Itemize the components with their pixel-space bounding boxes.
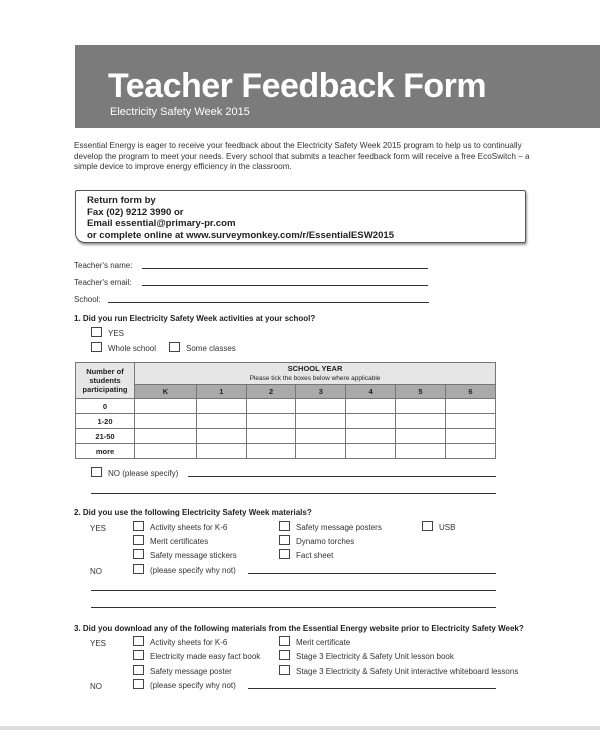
tick-cell[interactable]	[396, 444, 446, 459]
column-header: 3	[296, 385, 346, 399]
q1-whole-school-label: Whole school	[108, 344, 157, 353]
tick-cell[interactable]	[196, 399, 246, 414]
q2-option-checkbox[interactable]	[133, 549, 144, 559]
q2-option-label: Activity sheets for K-6	[150, 523, 228, 532]
tick-cell[interactable]	[396, 429, 446, 444]
q3-option-label: Stage 3 Electricity & Safety Unit interactive whiteboard lessons	[296, 667, 519, 676]
row-header: Number of students participating	[76, 363, 135, 399]
return-line: Email essential@primary-pr.com	[87, 218, 236, 229]
tick-cell[interactable]	[196, 429, 246, 444]
header-banner	[75, 45, 600, 128]
q2-no-specify-field[interactable]	[248, 573, 496, 574]
row-label: more	[76, 444, 135, 459]
q2-option-label: USB	[439, 523, 456, 532]
tick-cell[interactable]	[346, 444, 396, 459]
question-2: 2. Did you use the following Electricity Safety Week materials?	[74, 508, 312, 517]
teacher-name-label: Teacher's name:	[74, 261, 133, 270]
page-subtitle: Electricity Safety Week 2015	[110, 106, 250, 118]
table-row	[76, 414, 496, 429]
q3-no-label: NO	[90, 682, 102, 691]
q2-specify-field-2[interactable]	[91, 590, 496, 591]
question-3: 3. Did you download any of the following materials from the Essential Energy website prior to Electricity Safety Week?	[74, 624, 524, 633]
q3-no-specify-field[interactable]	[248, 688, 496, 689]
q2-no-option-label: (please specify why not)	[150, 566, 236, 575]
column-header: 5	[396, 385, 446, 399]
q2-no-label: NO	[90, 567, 102, 576]
tick-cell[interactable]	[246, 444, 296, 459]
school-year-title: SCHOOL YEAR	[287, 363, 343, 373]
q1-no-checkbox[interactable]	[91, 467, 102, 477]
question-1: 1. Did you run Electricity Safety Week activities at your school?	[74, 314, 316, 323]
q2-option-label: Fact sheet	[296, 551, 334, 560]
column-header: K	[135, 385, 197, 399]
q3-option-checkbox[interactable]	[279, 665, 290, 675]
tick-cell[interactable]	[396, 399, 446, 414]
tick-cell[interactable]	[296, 429, 346, 444]
tick-cell[interactable]	[346, 429, 396, 444]
tick-cell[interactable]	[346, 399, 396, 414]
tick-cell[interactable]	[296, 414, 346, 429]
q2-option-label: Safety message stickers	[150, 551, 237, 560]
row-label: 21-50	[76, 429, 135, 444]
q2-option-label: Safety message posters	[296, 523, 382, 532]
q3-no-option-label: (please specify why not)	[150, 681, 236, 690]
tick-cell[interactable]	[246, 399, 296, 414]
q3-option-label: Safety message poster	[150, 667, 232, 676]
teacher-email-label: Teacher's email:	[74, 278, 132, 287]
tick-cell[interactable]	[135, 444, 197, 459]
table-row	[76, 429, 496, 444]
q3-yes-label: YES	[90, 639, 107, 648]
tick-cell[interactable]	[445, 414, 495, 429]
tick-cell[interactable]	[246, 429, 296, 444]
table-row	[76, 399, 496, 414]
tick-cell[interactable]	[346, 414, 396, 429]
q2-option-checkbox[interactable]	[279, 535, 290, 545]
q3-no-checkbox[interactable]	[133, 679, 144, 689]
q1-yes-checkbox[interactable]	[91, 327, 102, 337]
school-year-subtitle: Please tick the boxes below where applicable	[249, 374, 381, 382]
tick-cell[interactable]	[396, 414, 446, 429]
tick-cell[interactable]	[196, 444, 246, 459]
tick-cell[interactable]	[296, 399, 346, 414]
q2-option-checkbox[interactable]	[422, 521, 433, 531]
q3-option-checkbox[interactable]	[133, 636, 144, 646]
return-line: or complete online at www.surveymonkey.com/r/EssentialESW2015	[87, 229, 395, 241]
q2-no-checkbox[interactable]	[133, 564, 144, 574]
column-header: 2	[246, 385, 296, 399]
teacher-email-field[interactable]	[142, 285, 428, 286]
q1-whole-school-checkbox[interactable]	[91, 342, 102, 352]
q2-option-checkbox[interactable]	[133, 521, 144, 531]
q1-no-specify-field-2[interactable]	[91, 493, 496, 494]
q2-option-checkbox[interactable]	[279, 549, 290, 559]
tick-cell[interactable]	[445, 429, 495, 444]
return-line: Fax (02) 9212 3990 or	[87, 206, 184, 218]
q1-no-label: NO (please specify)	[108, 469, 179, 478]
q2-specify-field-3[interactable]	[91, 607, 496, 608]
q3-option-checkbox[interactable]	[279, 650, 290, 660]
row-label: 1-20	[76, 414, 135, 429]
row-label: 0	[76, 399, 135, 414]
q3-option-label: Merit certificate	[296, 638, 351, 647]
participation-table	[75, 362, 496, 459]
column-header: 4	[346, 385, 396, 399]
page-bottom-divider	[0, 726, 600, 730]
tick-cell[interactable]	[445, 444, 495, 459]
q3-option-checkbox[interactable]	[279, 636, 290, 646]
return-info-box	[75, 190, 526, 243]
page-title: Teacher Feedback Form	[108, 67, 487, 105]
intro-paragraph: Essential Energy is eager to receive your feedback about the Electricity Safety Week 2015 program to help us to continually develop the program to meet your needs. Every school that submits a teacher feedback form will receive a free EcoSwitch – a simple device to improve energy efficiency in the classroom.	[74, 141, 530, 171]
tick-cell[interactable]	[246, 414, 296, 429]
q3-option-checkbox[interactable]	[133, 665, 144, 675]
tick-cell[interactable]	[196, 414, 246, 429]
tick-cell[interactable]	[296, 444, 346, 459]
school-label: School:	[74, 295, 101, 304]
return-line: Return form by	[87, 195, 156, 206]
q3-option-label: Activity sheets for K-6	[150, 638, 228, 647]
q3-option-label: Electricity made easy fact book	[150, 652, 261, 661]
q2-option-checkbox[interactable]	[133, 535, 144, 545]
school-year-header	[135, 363, 496, 385]
column-header: 1	[196, 385, 246, 399]
school-field[interactable]	[108, 302, 429, 303]
q2-option-checkbox[interactable]	[279, 521, 290, 531]
q2-option-label: Merit certificates	[150, 537, 209, 546]
q1-yes-label: YES	[108, 329, 125, 338]
table-row	[76, 444, 496, 459]
tick-cell[interactable]	[135, 414, 197, 429]
q3-option-checkbox[interactable]	[133, 650, 144, 660]
tick-cell[interactable]	[445, 399, 495, 414]
q2-yes-label: YES	[90, 524, 107, 533]
q1-some-classes-checkbox[interactable]	[169, 342, 180, 352]
q1-no-specify-field[interactable]	[188, 476, 496, 477]
tick-cell[interactable]	[135, 399, 197, 414]
q2-option-label: Dynamo torches	[296, 537, 355, 546]
tick-cell[interactable]	[135, 429, 197, 444]
teacher-name-field[interactable]	[142, 268, 428, 269]
q3-option-label: Stage 3 Electricity & Safety Unit lesson book	[296, 652, 454, 661]
column-header: 6	[445, 385, 495, 399]
q1-some-classes-label: Some classes	[186, 344, 236, 353]
